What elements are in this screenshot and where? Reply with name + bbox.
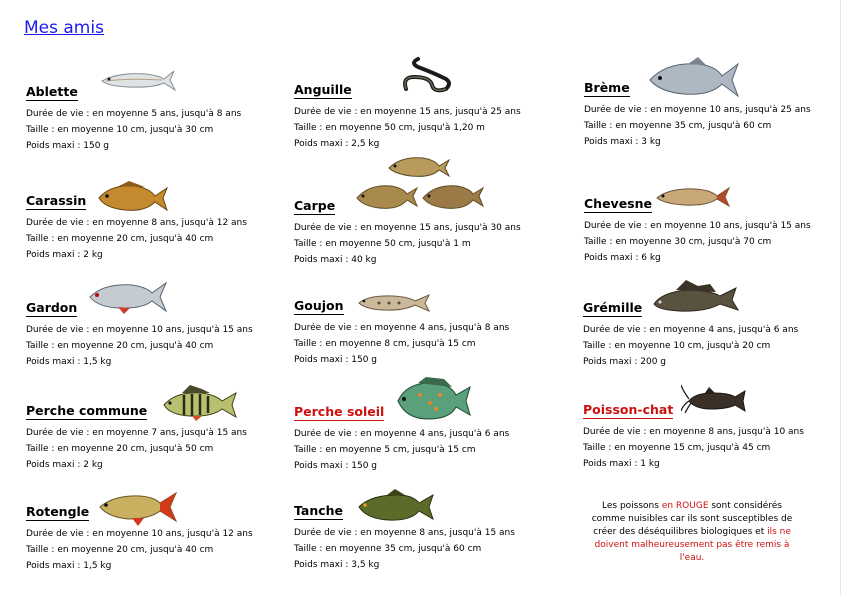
fish-name: Anguille: [294, 82, 352, 97]
fish-info: [26, 106, 241, 154]
weight-text: Poids maxi : 150 g: [294, 461, 377, 471]
lifespan-text: Durée de vie : en moyenne 8 ans, jusqu'à 15 ans: [294, 528, 515, 538]
fish-name: Grémille: [583, 300, 643, 315]
fish-name: Tanche: [294, 503, 344, 518]
fish-info: [26, 526, 253, 574]
fish-info: [294, 104, 521, 152]
lifespan-text: Durée de vie : en moyenne 10 ans, jusqu'à 15 ans: [584, 221, 811, 231]
size-text: Taille : en moyenne 30 cm, jusqu'à 70 cm: [584, 237, 772, 247]
gremille-fish-icon: [652, 278, 740, 314]
weight-text: Poids maxi : 6 kg: [584, 253, 661, 263]
lifespan-text: Durée de vie : en moyenne 7 ans, jusqu'à 15 ans: [26, 428, 247, 438]
poisson-chat-fish-icon: [681, 383, 747, 415]
size-text: Taille : en moyenne 20 cm, jusqu'à 40 cm: [26, 234, 214, 244]
lifespan-text: Durée de vie : en moyenne 15 ans, jusqu'à 30 ans: [294, 223, 521, 233]
fish-info: [26, 425, 247, 473]
chevesne-fish-icon: [655, 184, 731, 210]
lifespan-text: Durée de vie : en moyenne 10 ans, jusqu'à 15 ans: [26, 325, 253, 335]
fish-name: Brème: [584, 80, 630, 95]
fish-info: [294, 525, 515, 573]
weight-text: Poids maxi : 1,5 kg: [26, 561, 112, 571]
lifespan-text: Durée de vie : en moyenne 4 ans, jusqu'à 8 ans: [294, 323, 510, 333]
anguille-fish-icon: [402, 55, 454, 97]
note-text: sont considérés comme nuisibles car ils sont susceptibles de créer des déséquilibres biologiques et: [591, 501, 793, 537]
size-text: Taille : en moyenne 50 cm, jusqu'à 1,20 m: [294, 123, 485, 133]
size-text: Taille : en moyenne 5 cm, jusqu'à 15 cm: [294, 445, 476, 455]
note-text: Les poissons: [602, 501, 662, 511]
fish-name: Poisson-chat: [583, 402, 674, 417]
weight-text: Poids maxi : 2,5 kg: [294, 139, 380, 149]
fish-name: Perche commune: [26, 403, 148, 418]
weight-text: Poids maxi : 2 kg: [26, 460, 103, 470]
weight-text: Poids maxi : 3 kg: [584, 137, 661, 147]
fish-info: [583, 322, 798, 370]
lifespan-text: Durée de vie : en moyenne 8 ans, jusqu'à 10 ans: [583, 427, 804, 437]
lifespan-text: Durée de vie : en moyenne 15 ans, jusqu'à 25 ans: [294, 107, 521, 117]
gardon-fish-icon: [88, 277, 168, 315]
size-text: Taille : en moyenne 50 cm, jusqu'à 1 m: [294, 239, 471, 249]
fish-info: [584, 218, 811, 266]
size-text: Taille : en moyenne 20 cm, jusqu'à 50 cm: [26, 444, 214, 454]
perche-commune-fish-icon: [162, 383, 238, 421]
size-text: Taille : en moyenne 35 cm, jusqu'à 60 cm: [584, 121, 772, 131]
fish-name: Chevesne: [584, 196, 652, 211]
size-text: Taille : en moyenne 10 cm, jusqu'à 30 cm: [26, 125, 214, 135]
fish-name: Gardon: [26, 300, 78, 315]
size-text: Taille : en moyenne 10 cm, jusqu'à 20 cm: [583, 341, 771, 351]
fish-info: [294, 220, 521, 268]
size-text: Taille : en moyenne 35 cm, jusqu'à 60 cm: [294, 544, 482, 554]
tanche-fish-icon: [357, 489, 435, 525]
goujon-fish-icon: [357, 291, 433, 315]
lifespan-text: Durée de vie : en moyenne 8 ans, jusqu'à 12 ans: [26, 218, 247, 228]
page-edge: [840, 0, 841, 595]
perche-soleil-fish-icon: [396, 377, 472, 423]
page-title-link[interactable]: Mes amis: [24, 18, 104, 38]
fish-info: [584, 102, 811, 150]
weight-text: Poids maxi : 40 kg: [294, 255, 377, 265]
fish-name: Goujon: [294, 298, 344, 313]
weight-text: Poids maxi : 200 g: [583, 357, 666, 367]
fish-info: [583, 424, 804, 472]
size-text: Taille : en moyenne 8 cm, jusqu'à 15 cm: [294, 339, 476, 349]
rotengle-fish-icon: [98, 489, 178, 527]
lifespan-text: Durée de vie : en moyenne 5 ans, jusqu'à 8 ans: [26, 109, 242, 119]
size-text: Taille : en moyenne 20 cm, jusqu'à 40 cm: [26, 545, 214, 555]
carpe-fish-icon: [355, 154, 491, 214]
weight-text: Poids maxi : 1,5 kg: [26, 357, 112, 367]
note-red-text: en ROUGE: [661, 501, 709, 511]
lifespan-text: Durée de vie : en moyenne 10 ans, jusqu'à 25 ans: [584, 105, 811, 115]
fish-name: Carpe: [294, 198, 336, 213]
ablette-fish-icon: [98, 66, 176, 94]
nuisible-note: [588, 500, 796, 565]
fish-name: Perche soleil: [294, 404, 385, 419]
fish-info: [294, 320, 509, 368]
fish-name: Carassin: [26, 193, 87, 208]
breme-fish-icon: [648, 56, 740, 102]
lifespan-text: Durée de vie : en moyenne 4 ans, jusqu'à 6 ans: [294, 429, 510, 439]
carassin-fish-icon: [97, 180, 169, 214]
size-text: Taille : en moyenne 15 cm, jusqu'à 45 cm: [583, 443, 771, 453]
lifespan-text: Durée de vie : en moyenne 4 ans, jusqu'à 6 ans: [583, 325, 799, 335]
weight-text: Poids maxi : 150 g: [26, 141, 109, 151]
weight-text: Poids maxi : 3,5 kg: [294, 560, 380, 570]
fish-info: [294, 426, 509, 474]
lifespan-text: Durée de vie : en moyenne 10 ans, jusqu'à 12 ans: [26, 529, 253, 539]
weight-text: Poids maxi : 1 kg: [583, 459, 660, 469]
fish-info: [26, 322, 253, 370]
weight-text: Poids maxi : 2 kg: [26, 250, 103, 260]
note-red-text: ils ne doivent malheureusement pas être remis à l'eau.: [594, 527, 791, 563]
weight-text: Poids maxi : 150 g: [294, 355, 377, 365]
fish-name: Rotengle: [26, 504, 90, 519]
fish-info: [26, 215, 247, 263]
fish-name: Ablette: [26, 84, 78, 99]
size-text: Taille : en moyenne 20 cm, jusqu'à 40 cm: [26, 341, 214, 351]
